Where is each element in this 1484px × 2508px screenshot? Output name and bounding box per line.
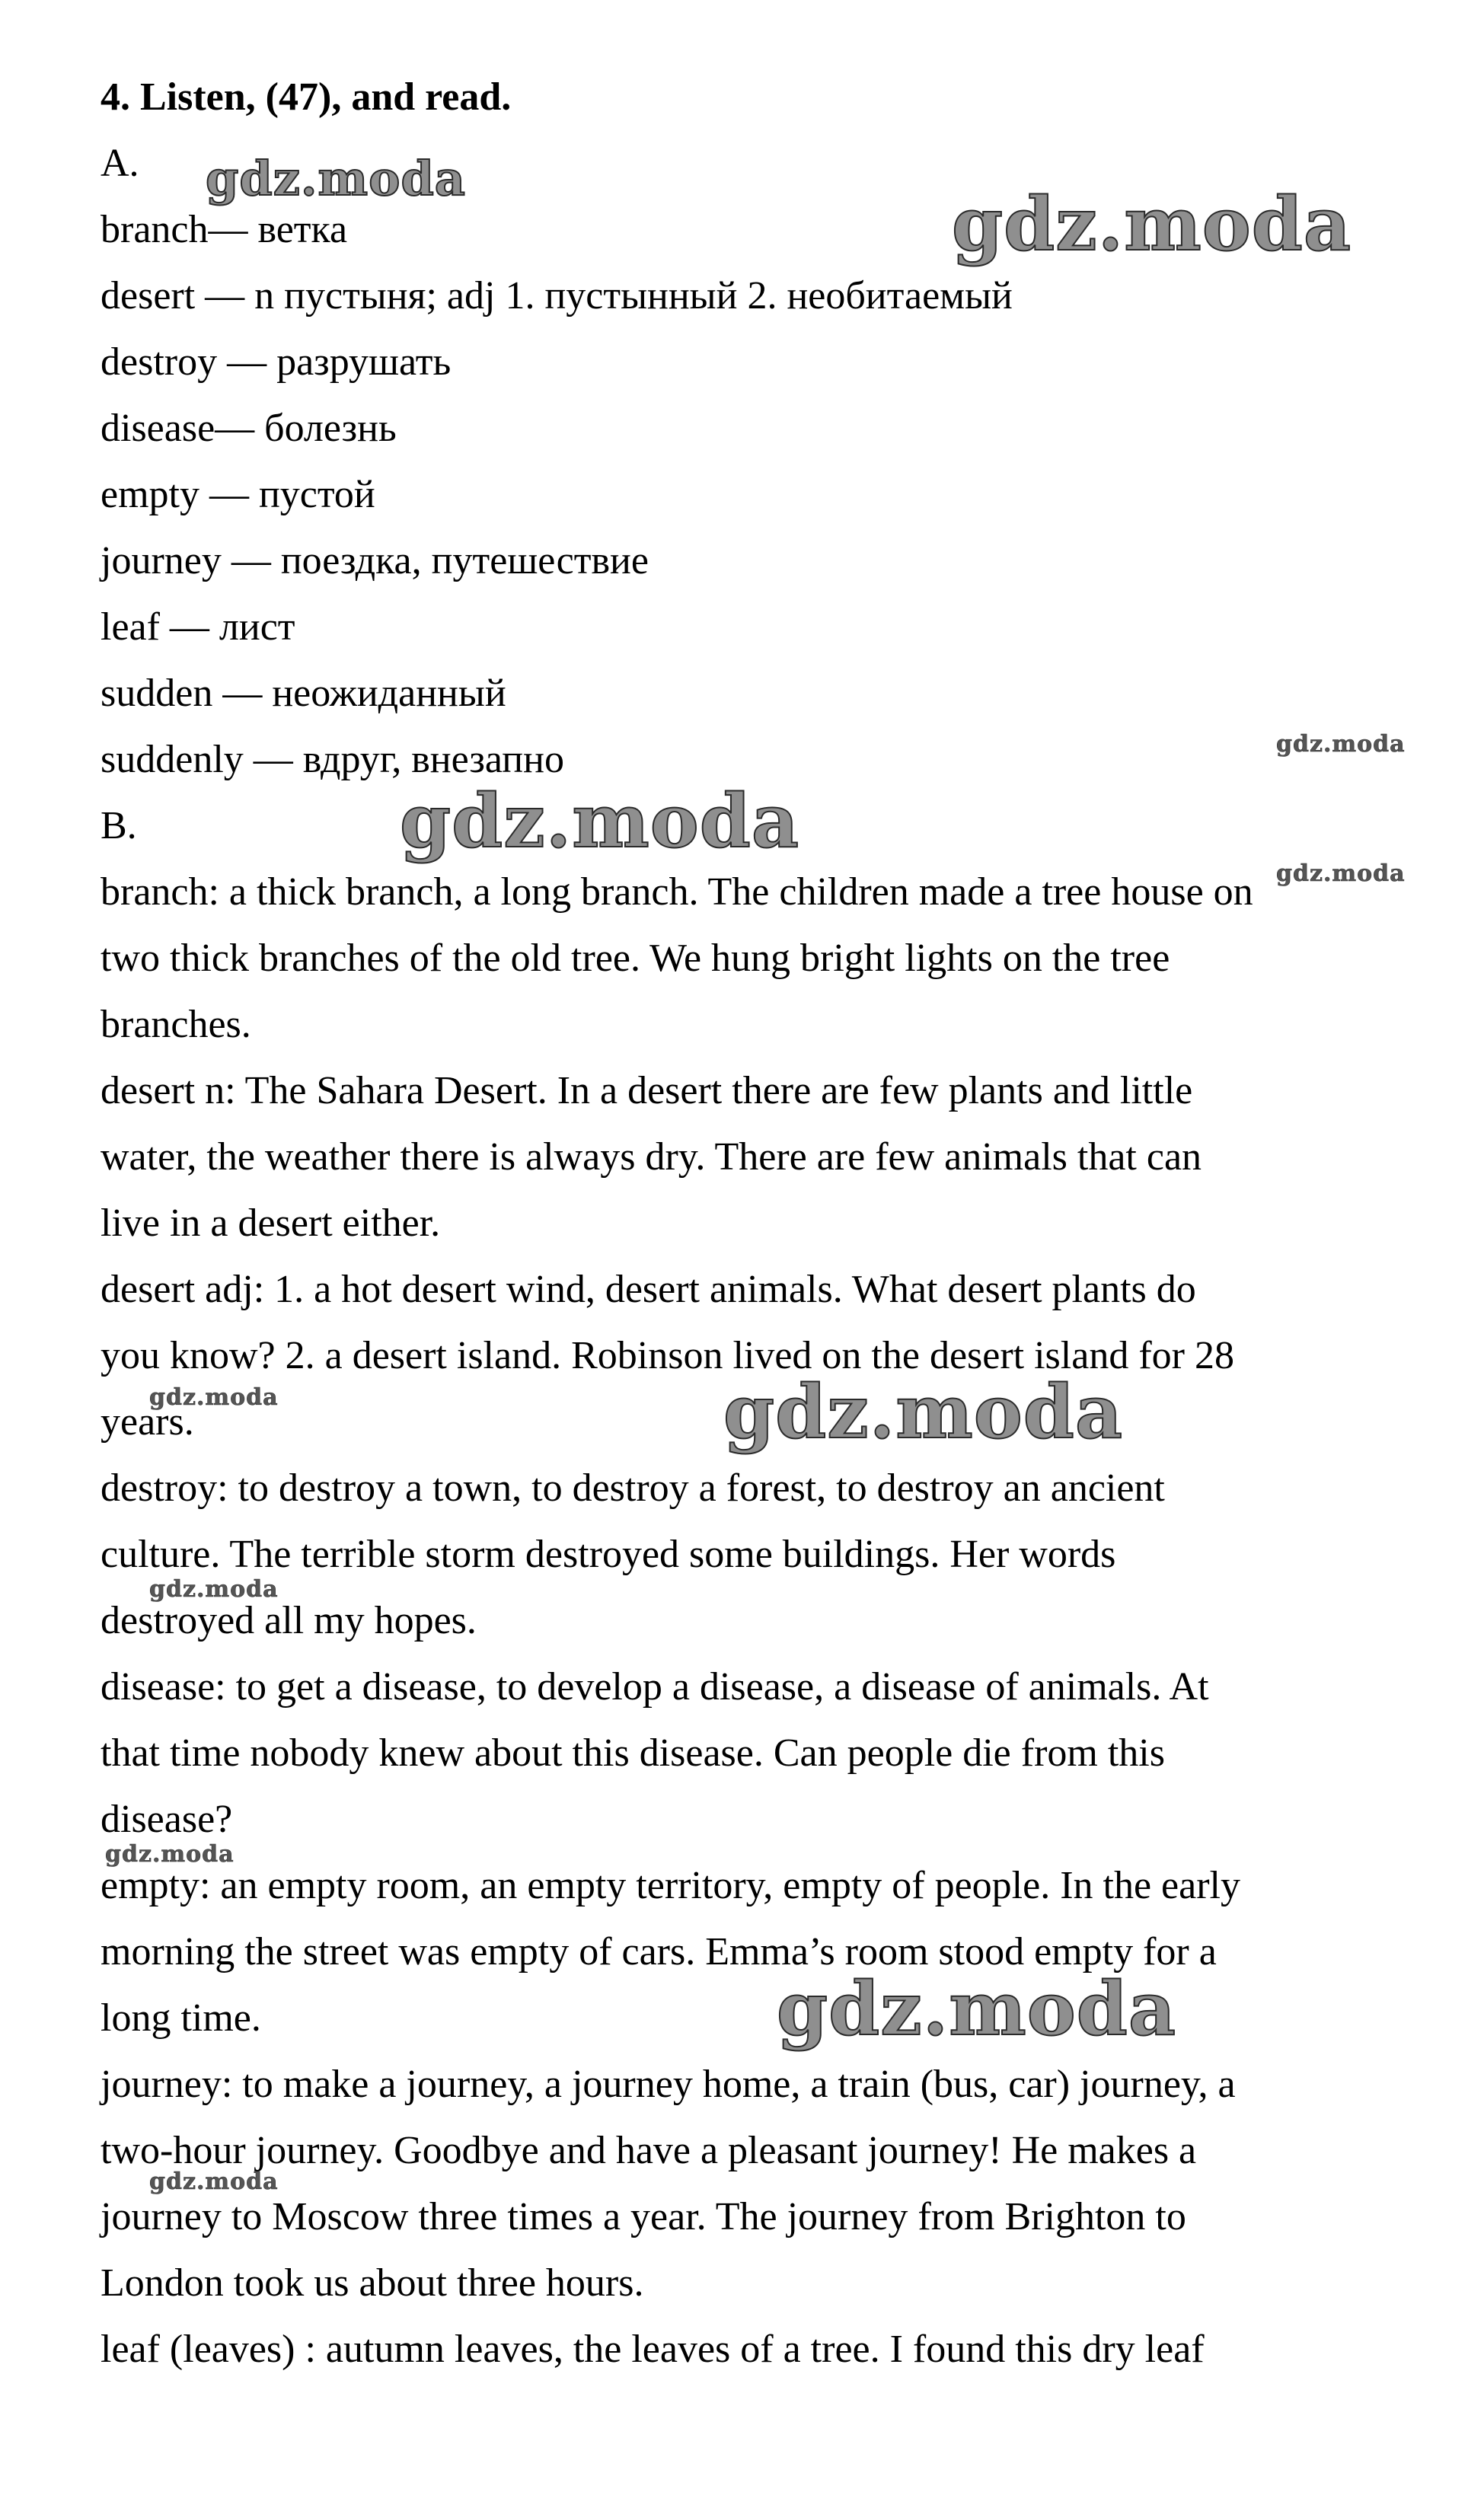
watermark: gdz.moda: [206, 151, 466, 206]
paragraph-line: destroy: to destroy a town, to destroy a forest, to destroy an ancient: [101, 1466, 1165, 1510]
section-b-label: B.: [101, 804, 137, 847]
paragraph-line: journey: to make a journey, a journey home, a train (bus, car) journey, a: [101, 2063, 1236, 2106]
paragraph-line: empty: an empty room, an empty territory, empty of people. In the early: [101, 1864, 1240, 1907]
paragraph-line: you know? 2. a desert island. Robinson lived on the desert island for 28: [101, 1334, 1234, 1377]
watermark: gdz.moda: [400, 778, 800, 864]
watermark: gdz.moda: [952, 181, 1352, 267]
paragraph-line: disease?: [101, 1798, 233, 1841]
vocab-entry: disease— болезнь: [101, 407, 397, 450]
vocab-entry: empty — пустой: [101, 473, 375, 516]
vocab-entry: desert — n пустыня; adj 1. пустынный 2. необитаемый: [101, 274, 1013, 317]
exercise-page: [101, 64, 1441, 2382]
paragraph-line: desert adj: 1. a hot desert wind, desert animals. What desert plants do: [101, 1268, 1196, 1311]
paragraph-line: that time nobody knew about this disease. Can people die from this: [101, 1731, 1165, 1775]
paragraph-line: two thick branches of the old tree. We hung bright lights on the tree: [101, 937, 1170, 980]
paragraph-line: morning the street was empty of cars. Emma’s room stood empty for a: [101, 1930, 1217, 1974]
vocab-entry: branch— ветка: [101, 208, 348, 251]
exercise-heading: 4. Listen, (47), and read.: [101, 75, 512, 119]
paragraph-line: culture. The terrible storm destroyed some buildings. Her words: [101, 1533, 1116, 1576]
watermark: gdz.moda: [105, 1841, 235, 1868]
watermark: gdz.moda: [1276, 731, 1406, 758]
paragraph-line: disease: to get a disease, to develop a disease, a disease of animals. At: [101, 1665, 1209, 1709]
paragraph-line: destroyed all my hopes.: [101, 1599, 477, 1642]
paragraph-line: long time.: [101, 1996, 261, 2040]
paragraph-line: water, the weather there is always dry. There are few animals that can: [101, 1135, 1202, 1179]
paragraph-line: journey to Moscow three times a year. The journey from Brighton to: [101, 2195, 1186, 2238]
watermark: gdz.moda: [777, 1966, 1177, 2052]
vocab-entry: suddenly — вдруг, внезапно: [101, 738, 564, 781]
watermark: gdz.moda: [149, 2168, 279, 2195]
watermark: gdz.moda: [723, 1369, 1124, 1455]
paragraph-line: branches.: [101, 1003, 251, 1046]
paragraph-line: leaf (leaves) : autumn leaves, the leaves of a tree. I found this dry leaf: [101, 2328, 1205, 2371]
watermark: gdz.moda: [1276, 860, 1406, 887]
vocab-entry: destroy — разрушать: [101, 340, 452, 384]
paragraph-line: desert n: The Sahara Desert. In a desert there are few plants and little: [101, 1069, 1193, 1112]
watermark: gdz.moda: [149, 1576, 279, 1603]
vocab-entry: journey — поездка, путешествие: [101, 539, 649, 582]
section-a-label: A.: [101, 142, 139, 185]
paragraph-line: live in a desert either.: [101, 1201, 441, 1245]
paragraph-line: London took us about three hours.: [101, 2261, 644, 2305]
paragraph-line: two-hour journey. Goodbye and have a pleasant journey! He makes a: [101, 2129, 1197, 2172]
paragraph-line: years.: [101, 1400, 194, 1444]
vocab-entry: sudden — неожиданный: [101, 672, 506, 715]
watermark: gdz.moda: [149, 1384, 279, 1411]
paragraph-line: branch: a thick branch, a long branch. The children made a tree house on: [101, 870, 1253, 914]
vocab-entry: leaf — лист: [101, 605, 295, 649]
